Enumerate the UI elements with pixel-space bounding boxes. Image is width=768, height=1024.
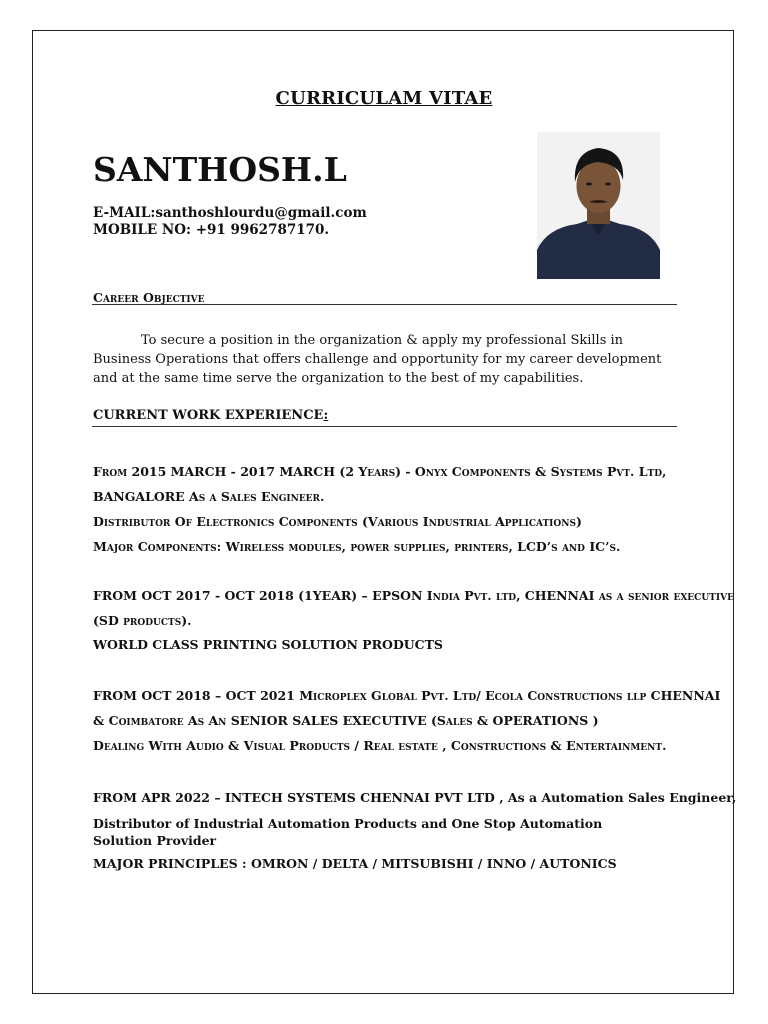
- candidate-name: SANTHOSH.L: [93, 150, 347, 189]
- job2-line3: WORLD CLASS PRINTING SOLUTION PRODUCTS: [93, 637, 443, 652]
- job2-line2: (SD products).: [93, 613, 192, 628]
- job4-line2: Distributor of Industrial Automation Products and One Stop Automation Solution Provider: [93, 816, 603, 848]
- divider: [92, 304, 677, 305]
- mobile-line: MOBILE NO: +91 9962787170.: [93, 222, 330, 238]
- career-objective-text: To secure a position in the organization & apply my professional Skills in Business Operations that offers challenge and opportunity for my career development and at the same time serve the organization to the best of my capabilities.: [93, 333, 662, 386]
- profile-photo: [537, 132, 660, 279]
- job4-line1: FROM APR 2022 – INTECH SYSTEMS CHENNAI PVT LTD , As a Automation Sales Engineer,: [93, 790, 737, 805]
- job2-line1: FROM OCT 2017 - OCT 2018 (1YEAR) – EPSON India Pvt. ltd, CHENNAI as a senior executive: [93, 588, 734, 603]
- email-line: E-MAIL:santhoshlourdu@gmail.com: [93, 205, 367, 221]
- job3-line2: & Coimbatore As An SENIOR SALES EXECUTIVE (Sales & OPERATIONS ): [93, 713, 599, 728]
- job1-line1: From 2015 MARCH - 2017 MARCH (2 Years) - Onyx Components & Systems Pvt. Ltd,: [93, 464, 667, 479]
- divider: [92, 426, 677, 427]
- document-title: CURRICULAM VITAE: [275, 88, 493, 109]
- career-objective-heading: Career Objective: [93, 290, 205, 305]
- job1-line2: BANGALORE As a Sales Engineer.: [93, 489, 325, 504]
- job3-line1: FROM OCT 2018 – OCT 2021 Microplex Global Pvt. Ltd/ Ecola Constructions llp CHENNAI: [93, 688, 721, 703]
- job1-line4: Major Components: Wireless modules, power supplies, printers, LCD’s and IC’s.: [93, 539, 621, 554]
- job4-line3: MAJOR PRINCIPLES : OMRON / DELTA / MITSUBISHI / INNO / AUTONICS: [93, 856, 617, 871]
- job3-line3: Dealing With Audio & Visual Products / Real estate , Constructions & Entertainment.: [93, 738, 667, 753]
- work-experience-heading: CURRENT WORK EXPERIENCE:: [93, 408, 329, 423]
- job1-line3: Distributor Of Electronics Components (Various Industrial Applications): [93, 514, 582, 529]
